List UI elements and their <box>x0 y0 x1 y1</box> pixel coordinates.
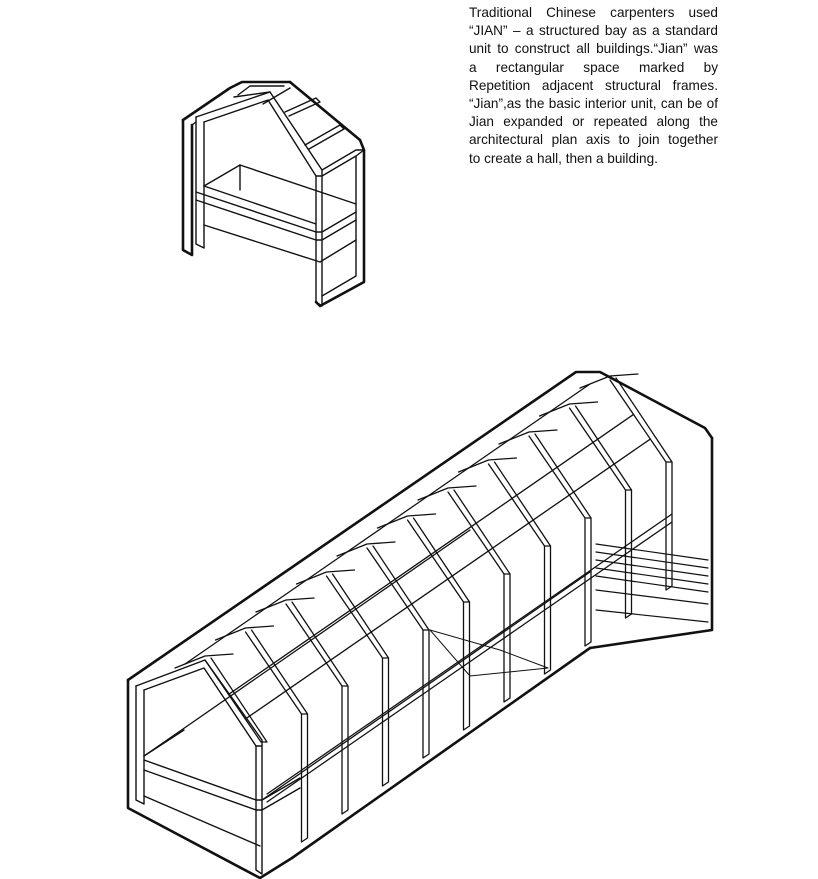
bay-element <box>391 554 432 582</box>
bay-element <box>499 430 557 444</box>
caption-line: “Jian”,as the basic interior unit, can be of <box>469 96 718 112</box>
bay-element <box>569 467 610 495</box>
bay-element <box>327 574 389 658</box>
bay-element <box>367 546 429 630</box>
bay-element <box>408 518 470 602</box>
bay-element <box>610 378 672 462</box>
bay-element <box>529 495 570 523</box>
bay-element <box>286 663 327 691</box>
bay-element <box>286 602 348 686</box>
bay-element <box>262 572 590 800</box>
bay-element <box>593 414 634 442</box>
bay-element <box>297 570 355 584</box>
bay-element <box>570 406 632 490</box>
bay-element <box>256 598 314 612</box>
bay-element <box>245 691 286 719</box>
bay-element <box>326 635 367 663</box>
bay-element <box>229 666 269 694</box>
bay-element <box>529 434 591 518</box>
bay-element <box>459 458 517 472</box>
bay-element <box>448 551 489 579</box>
bay-element <box>310 610 351 638</box>
bay-element <box>407 579 448 607</box>
caption-line: to create a hall, then a building. <box>469 150 658 166</box>
caption-line: a rectangular space marked by <box>469 59 718 75</box>
bay-element <box>367 607 408 635</box>
bay-element <box>448 490 510 574</box>
caption-line: unit to construct all buildings.“Jian” was <box>469 41 718 57</box>
bay-element <box>610 439 651 467</box>
bay-element <box>489 462 551 546</box>
bay-element <box>246 630 308 714</box>
bay-element <box>488 523 529 551</box>
bay-element <box>378 514 436 528</box>
bay-element <box>269 638 310 666</box>
bay-element <box>472 498 513 526</box>
bay-element <box>540 402 598 416</box>
caption-line: Traditional Chinese carpenters used <box>469 5 718 20</box>
bay-element <box>216 626 274 640</box>
hall-bays <box>144 374 672 842</box>
bay-element <box>337 542 395 556</box>
bay-element <box>431 526 472 554</box>
caption-line: “JIAN” – a structured bay as a standard <box>469 23 718 39</box>
hall-front-gable <box>136 660 300 874</box>
bay-element <box>418 486 476 500</box>
caption-line: Repetition adjacent structural frames. <box>469 77 718 93</box>
bay-element <box>553 442 594 470</box>
caption-line: architectural plan axis to join together <box>469 132 718 148</box>
bay-element <box>205 658 267 742</box>
bay-element <box>580 374 638 388</box>
bay-element <box>350 582 391 610</box>
bay-element <box>512 470 553 498</box>
caption-line: Jian expanded or repeated along the <box>469 114 718 130</box>
